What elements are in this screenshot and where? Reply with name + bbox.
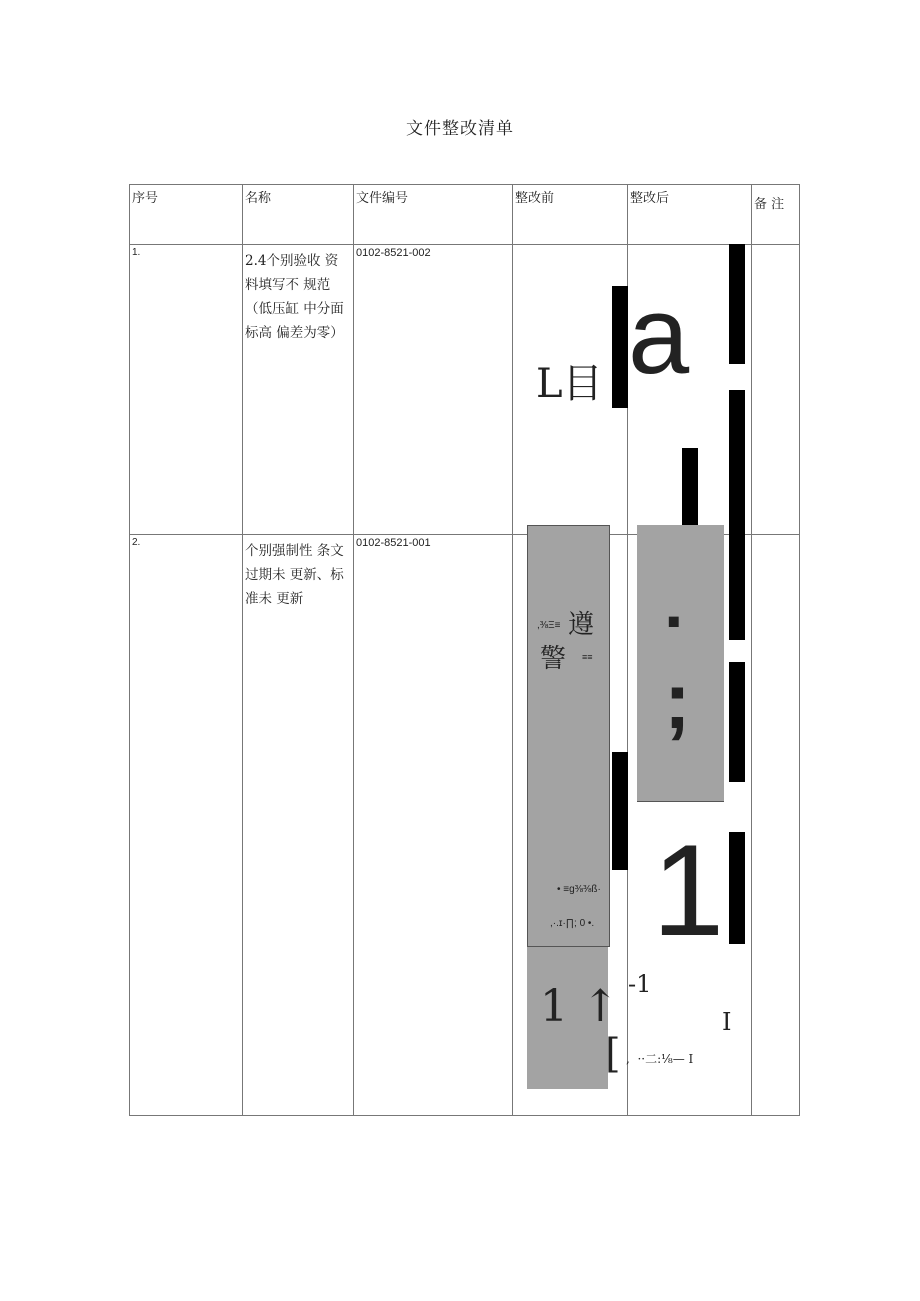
row-file-no: 0102-8521-002 bbox=[356, 247, 431, 259]
scan-text: -1 bbox=[628, 970, 652, 998]
scan-text: [ bbox=[605, 1031, 621, 1077]
scan-text: • ≡g⅜⅜ß· bbox=[557, 884, 601, 895]
scan-bar bbox=[612, 286, 628, 408]
scan-text: ≡≡ bbox=[582, 652, 593, 662]
scan-bar bbox=[682, 448, 698, 526]
row-name: 2.4个别验收 资料填写不 规范（低压缸 中分面标高 偏差为零） bbox=[245, 253, 344, 341]
row-index: 1. bbox=[132, 247, 141, 258]
header-before: 整改前 bbox=[513, 185, 628, 245]
header-file-no: 文件编号 bbox=[354, 185, 513, 245]
scan-bar bbox=[729, 832, 745, 944]
scan-text: · bbox=[664, 582, 688, 660]
scan-text-before-1: L目 bbox=[536, 361, 603, 407]
row-remark bbox=[752, 245, 800, 535]
scan-text: 1 ↑ bbox=[540, 981, 619, 1032]
scan-text: ,⅜Ξ≡ bbox=[537, 620, 561, 631]
scan-text: 遵 bbox=[568, 610, 595, 640]
scan-bar bbox=[729, 390, 745, 640]
scan-text: , ··二:⅛— I bbox=[626, 1052, 694, 1066]
scan-text-after-1: a bbox=[628, 274, 690, 397]
header-after: 整改后 bbox=[628, 185, 752, 245]
header-name: 名称 bbox=[243, 185, 354, 245]
scan-bar bbox=[729, 244, 745, 364]
scan-text: ,·.ɪ·∏; 0 •. bbox=[550, 918, 595, 929]
row-index: 2. bbox=[132, 537, 141, 548]
header-row bbox=[130, 185, 800, 245]
scan-text: ; bbox=[664, 656, 691, 745]
row-name: 个别强制性 条文过期未 更新、标准未 更新 bbox=[245, 543, 344, 607]
scan-text: I bbox=[722, 1008, 732, 1036]
document-title: 文件整改清单 bbox=[406, 119, 514, 139]
scan-text: 1 bbox=[652, 817, 725, 963]
scan-bar bbox=[729, 662, 745, 782]
row-file-no: 0102-8521-001 bbox=[356, 537, 431, 549]
header-remark: 备 注 bbox=[752, 185, 800, 245]
header-index: 序号 bbox=[130, 185, 243, 245]
scan-text: 警 bbox=[540, 644, 567, 674]
scan-bar bbox=[612, 752, 628, 870]
row-remark bbox=[752, 535, 800, 1116]
table-row bbox=[130, 245, 800, 535]
